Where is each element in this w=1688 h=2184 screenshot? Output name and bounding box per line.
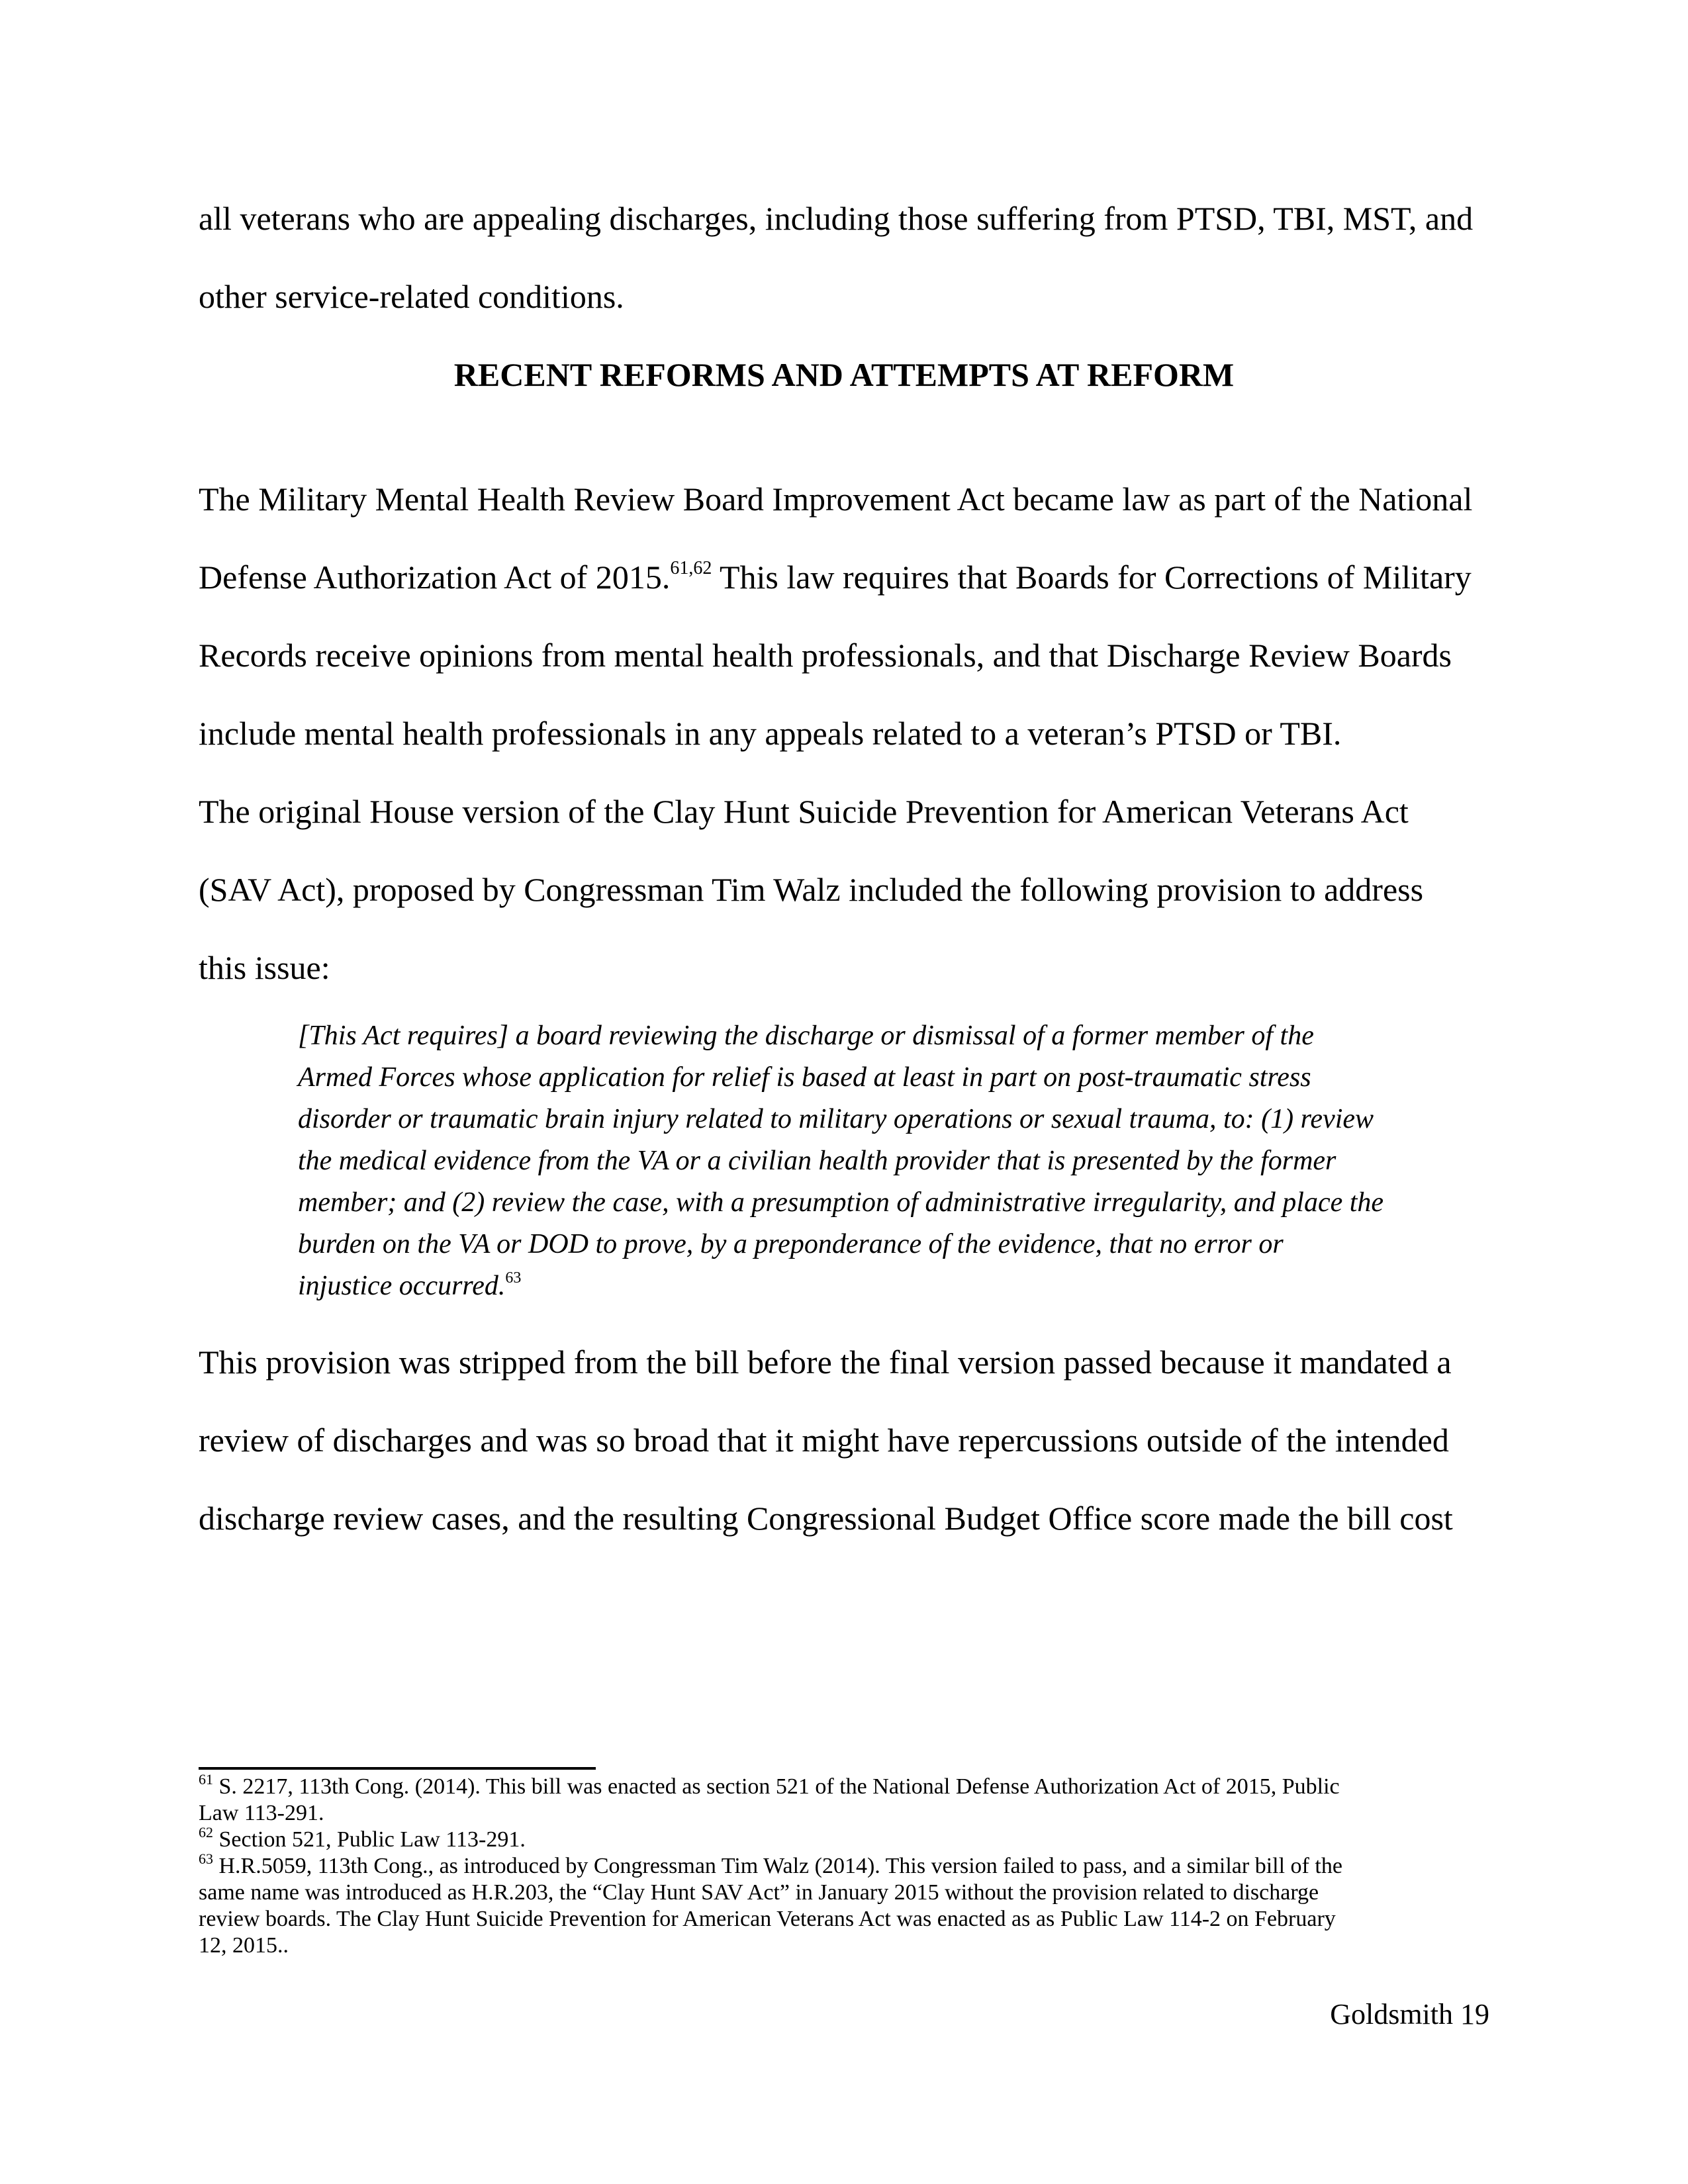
footnote-63-number: 63	[199, 1850, 213, 1867]
paragraph3-line-1: This provision was stripped from the bill before the final version passed because it mandated a	[199, 1343, 1452, 1381]
footnote-63-line-2: same name was introduced as H.R.203, the “Clay Hunt SAV Act” in January 2015 without the provision related to discharge	[199, 1880, 1319, 1905]
block-quote-line-6: burden on the VA or DOD to prove, by a preponderance of the evidence, that no error or	[298, 1229, 1284, 1259]
paragraph2-line-3: this issue:	[199, 949, 330, 986]
paragraph1-line-2-text: Defense Authorization Act of 2015.	[199, 559, 671, 596]
section-heading: RECENT REFORMS AND ATTEMPTS AT REFORM	[453, 356, 1235, 393]
block-quote-line-3: disorder or traumatic brain injury related to military operations or sexual trauma, to: (1) review	[298, 1104, 1374, 1134]
footnote-63-line-4: 12, 2015..	[199, 1933, 289, 1958]
footnote-63-text: H.R.5059, 113th Cong., as introduced by Congressman Tim Walz (2014). This version failed to pass, and a similar bill of the	[213, 1854, 1342, 1878]
continuation-line-2: other service-related conditions.	[199, 278, 624, 315]
block-quote-line-5: member; and (2) review the case, with a presumption of administrative irregularity, and place the	[298, 1187, 1384, 1218]
paragraph1-line-2	[199, 557, 1472, 597]
footnote-62-line-1	[199, 1824, 526, 1853]
footnote-63-line-1	[199, 1850, 1342, 1880]
footnote-separator	[199, 1767, 596, 1770]
paragraph1-line-2-rest: This law requires that Boards for Corrections of Military	[712, 559, 1472, 596]
paragraph2-line-1: The original House version of the Clay Hunt Suicide Prevention for American Veterans Act	[199, 793, 1409, 830]
footnote-62-number: 62	[199, 1824, 213, 1841]
paragraph2-line-2: (SAV Act), proposed by Congressman Tim Walz included the following provision to address	[199, 871, 1424, 908]
block-quote-line-7	[298, 1269, 521, 1302]
footnote-61-text: S. 2217, 113th Cong. (2014). This bill was enacted as section 521 of the National Defense Authorization Act of 2015, Public	[213, 1774, 1340, 1799]
footnote-61-line-1	[199, 1771, 1340, 1800]
footnote-62-text: Section 521, Public Law 113-291.	[213, 1827, 526, 1852]
footnote-61-number: 61	[199, 1771, 213, 1788]
block-quote-line-7-text: injustice occurred.	[298, 1271, 506, 1301]
footnote-61-line-2: Law 113-291.	[199, 1801, 324, 1825]
continuation-line-1: all veterans who are appealing discharges, including those suffering from PTSD, TBI, MST, and	[199, 200, 1474, 237]
paragraph3-line-3: discharge review cases, and the resulting Congressional Budget Office score made the bill cost	[199, 1500, 1453, 1537]
paragraph1-line-1: The Military Mental Health Review Board Improvement Act became law as part of the National	[199, 480, 1473, 518]
footnote-ref-61-62[interactable]: 61,62	[670, 558, 712, 578]
block-quote-line-2: Armed Forces whose application for relief is based at least in part on post-traumatic stress	[298, 1062, 1311, 1093]
paragraph1-line-4: include mental health professionals in any appeals related to a veteran’s PTSD or TBI.	[199, 715, 1342, 752]
block-quote-line-1: [This Act requires] a board reviewing the discharge or dismissal of a former member of the	[298, 1021, 1314, 1051]
block-quote-line-4: the medical evidence from the VA or a civilian health provider that is presented by the former	[298, 1146, 1336, 1176]
paragraph3-line-2: review of discharges and was so broad that it might have repercussions outside of the intended	[199, 1422, 1449, 1459]
footnote-ref-63[interactable]: 63	[505, 1269, 522, 1287]
footnote-63-line-3: review boards. The Clay Hunt Suicide Prevention for American Veterans Act was enacted as as Public Law 114-2 on February	[199, 1907, 1336, 1931]
page-number: Goldsmith 19	[1330, 1998, 1489, 2030]
paragraph1-line-3: Records receive opinions from mental health professionals, and that Discharge Review Boards	[199, 637, 1452, 674]
